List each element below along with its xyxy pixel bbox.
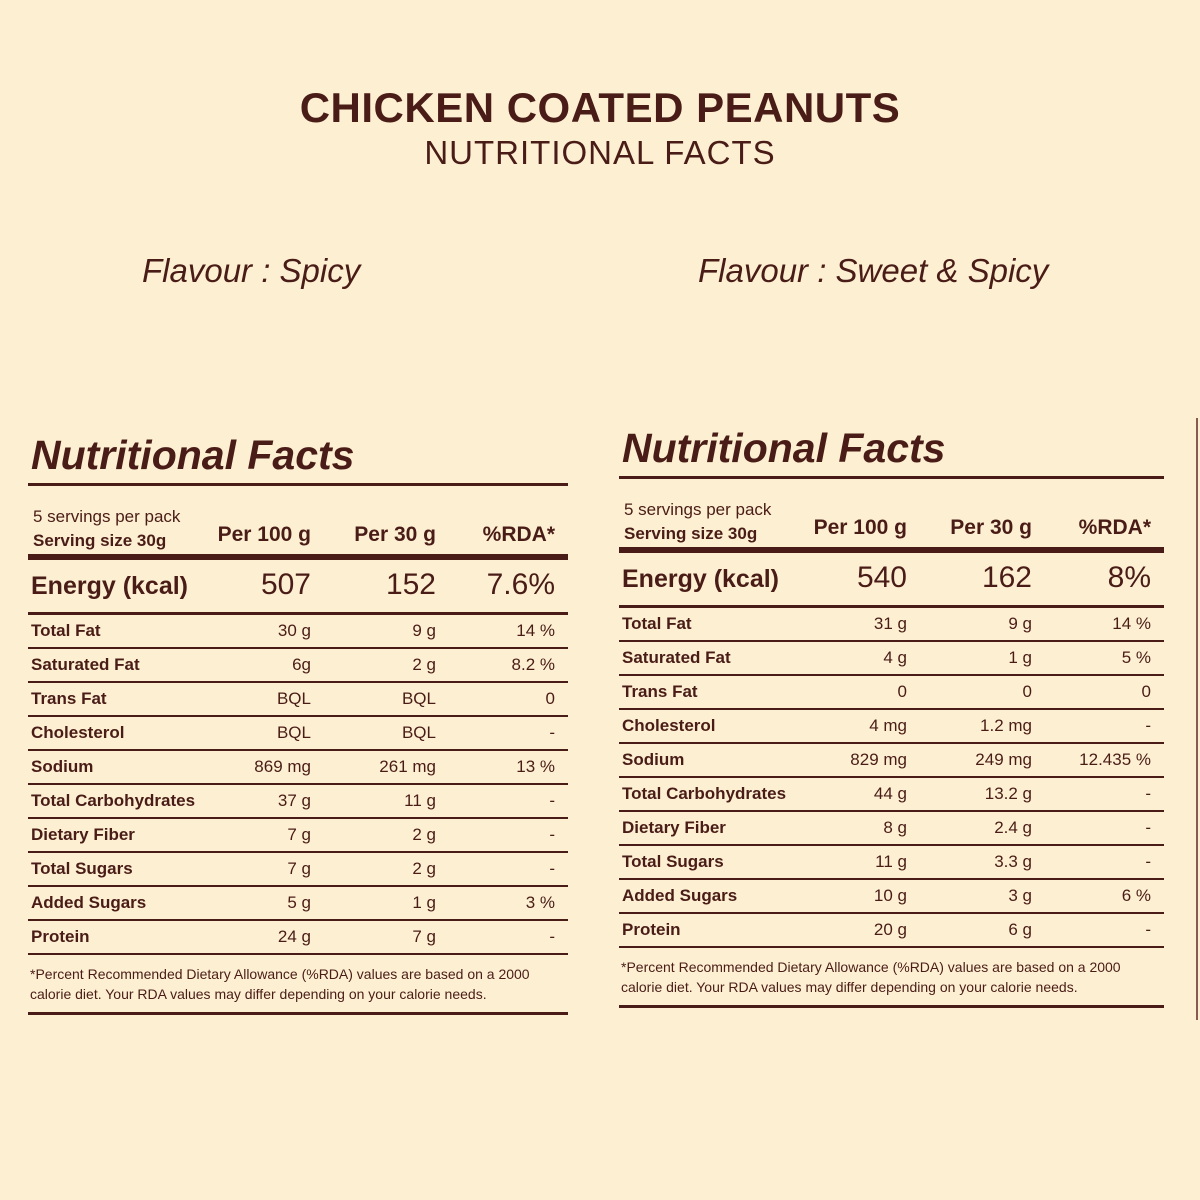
value-per-30g: 9 g bbox=[1008, 614, 1032, 633]
nutrient-label: Saturated Fat bbox=[31, 655, 140, 674]
table-row bbox=[619, 812, 1164, 846]
edge-divider bbox=[1196, 418, 1198, 1020]
table-row bbox=[28, 615, 568, 649]
value-per-30g: 2 g bbox=[412, 655, 436, 674]
table-header bbox=[619, 479, 1164, 553]
value-per-30g: 0 bbox=[1022, 682, 1032, 701]
value-per-30g: BQL bbox=[401, 723, 436, 742]
table-row bbox=[619, 914, 1164, 948]
value-per-100g: 31 g bbox=[873, 614, 907, 633]
servings-per-pack: 5 servings per pack bbox=[624, 500, 772, 519]
value-per-100g: 5 g bbox=[287, 893, 311, 912]
nutrient-label: Sodium bbox=[31, 757, 94, 776]
value-per-30g: 1.2 mg bbox=[980, 716, 1032, 735]
column-header-rda: %RDA* bbox=[1078, 516, 1151, 539]
energy-rda: 7.6% bbox=[486, 568, 555, 601]
nutrient-label: Trans Fat bbox=[31, 689, 107, 708]
footnote-line-1: *Percent Recommended Dietary Allowance (%RDA) values are based on a 2000 bbox=[30, 966, 530, 982]
value-per-100g: 6g bbox=[292, 655, 311, 674]
value-per-30g: 3 g bbox=[1008, 886, 1032, 905]
value-per-100g: 7 g bbox=[287, 859, 311, 878]
value-per-100g: BQL bbox=[276, 723, 311, 742]
table-row bbox=[619, 710, 1164, 744]
value-rda: 6 % bbox=[1121, 886, 1151, 905]
column-header-per-30g: Per 30 g bbox=[354, 523, 436, 546]
value-per-100g: 7 g bbox=[287, 825, 311, 844]
value-per-100g: 44 g bbox=[873, 784, 907, 803]
rda-footnote bbox=[619, 948, 1164, 1008]
table-row bbox=[28, 649, 568, 683]
value-per-30g: 9 g bbox=[412, 621, 436, 640]
value-per-30g: 3.3 g bbox=[994, 852, 1032, 871]
value-per-30g: 2 g bbox=[412, 859, 436, 878]
footnote-line-2: calorie diet. Your RDA values may differ depending on your calorie needs. bbox=[30, 986, 487, 1002]
value-rda: - bbox=[549, 723, 555, 742]
nutrition-heading: Nutritional Facts bbox=[619, 421, 1164, 479]
value-per-30g: 11 g bbox=[404, 791, 436, 810]
nutrient-label: Total Fat bbox=[31, 621, 101, 640]
energy-row bbox=[28, 560, 568, 615]
nutrient-label: Total Carbohydrates bbox=[622, 784, 787, 803]
table-row bbox=[28, 751, 568, 785]
energy-rda: 8% bbox=[1107, 561, 1151, 594]
value-rda: 3 % bbox=[525, 893, 555, 912]
column-header-per-100g: Per 100 g bbox=[813, 516, 907, 539]
value-per-30g: 6 g bbox=[1008, 920, 1032, 939]
value-rda: 14 % bbox=[516, 621, 555, 640]
table-row bbox=[28, 887, 568, 921]
serving-size: Serving size 30g bbox=[624, 524, 758, 543]
table-row bbox=[619, 846, 1164, 880]
page-title: CHICKEN COATED PEANUTS bbox=[299, 84, 901, 131]
value-per-100g: 8 g bbox=[883, 818, 907, 837]
column-header-per-30g: Per 30 g bbox=[950, 516, 1032, 539]
servings-per-pack: 5 servings per pack bbox=[33, 507, 181, 526]
table-row bbox=[619, 608, 1164, 642]
nutrient-label: Cholesterol bbox=[622, 716, 716, 735]
nutrient-label: Added Sugars bbox=[622, 886, 738, 905]
value-rda: - bbox=[549, 859, 555, 878]
value-per-100g: BQL bbox=[276, 689, 311, 708]
footnote-line-1: *Percent Recommended Dietary Allowance (%RDA) values are based on a 2000 bbox=[621, 959, 1121, 975]
nutrient-label: Trans Fat bbox=[622, 682, 698, 701]
value-per-30g: 1 g bbox=[1008, 648, 1032, 667]
value-rda: - bbox=[549, 791, 555, 810]
value-per-30g: 261 mg bbox=[379, 757, 436, 776]
value-rda: - bbox=[1145, 716, 1151, 735]
value-per-100g: 30 g bbox=[277, 621, 311, 640]
value-per-100g: 0 bbox=[897, 682, 907, 701]
value-rda: 5 % bbox=[1121, 648, 1151, 667]
value-per-100g: 37 g bbox=[277, 791, 311, 810]
value-per-30g: 13.2 g bbox=[984, 784, 1032, 803]
value-per-100g: 4 g bbox=[883, 648, 907, 667]
nutrient-label: Saturated Fat bbox=[622, 648, 731, 667]
page-subtitle: NUTRITIONAL FACTS bbox=[424, 134, 776, 171]
nutrition-panel-spicy bbox=[28, 428, 568, 1015]
energy-label: Energy (kcal) bbox=[622, 565, 780, 593]
energy-per-100g: 540 bbox=[856, 561, 907, 594]
value-per-30g: 2.4 g bbox=[994, 818, 1032, 837]
energy-per-100g: 507 bbox=[260, 568, 311, 601]
value-per-100g: 20 g bbox=[873, 920, 907, 939]
nutrient-label: Total Carbohydrates bbox=[31, 791, 196, 810]
table-header bbox=[28, 486, 568, 560]
nutrient-label: Protein bbox=[31, 927, 90, 946]
table-row bbox=[619, 880, 1164, 914]
nutrient-label: Sodium bbox=[622, 750, 685, 769]
value-rda: 12.435 % bbox=[1079, 750, 1151, 769]
nutrient-label: Added Sugars bbox=[31, 893, 147, 912]
energy-label: Energy (kcal) bbox=[31, 572, 189, 600]
table-row bbox=[619, 778, 1164, 812]
column-header-rda: %RDA* bbox=[482, 523, 555, 546]
value-per-30g: 249 mg bbox=[975, 750, 1032, 769]
flavour-label-sweet-spicy: Flavour : Sweet & Spicy bbox=[698, 252, 1049, 289]
value-rda: - bbox=[549, 825, 555, 844]
nutrient-label: Total Sugars bbox=[31, 859, 133, 878]
value-per-30g: BQL bbox=[401, 689, 436, 708]
table-row bbox=[619, 676, 1164, 710]
column-header-per-100g: Per 100 g bbox=[217, 523, 311, 546]
energy-per-30g: 162 bbox=[981, 561, 1032, 594]
nutrition-panel-sweet-spicy bbox=[619, 421, 1164, 1008]
value-rda: 13 % bbox=[516, 757, 555, 776]
value-rda: 14 % bbox=[1112, 614, 1151, 633]
table-row bbox=[28, 683, 568, 717]
value-rda: - bbox=[549, 927, 555, 946]
value-rda: 0 bbox=[545, 689, 555, 708]
nutrient-label: Cholesterol bbox=[31, 723, 125, 742]
table-row bbox=[28, 785, 568, 819]
value-per-100g: 869 mg bbox=[254, 757, 311, 776]
table-row bbox=[619, 642, 1164, 676]
energy-row bbox=[619, 553, 1164, 608]
energy-per-30g: 152 bbox=[385, 568, 436, 601]
nutrient-label: Protein bbox=[622, 920, 681, 939]
table-row bbox=[28, 819, 568, 853]
rda-footnote bbox=[28, 955, 568, 1015]
value-rda: - bbox=[1145, 818, 1151, 837]
value-per-100g: 4 mg bbox=[869, 716, 907, 735]
value-rda: - bbox=[1145, 784, 1151, 803]
value-per-100g: 10 g bbox=[873, 886, 907, 905]
value-per-30g: 7 g bbox=[412, 927, 436, 946]
value-per-30g: 1 g bbox=[412, 893, 436, 912]
value-rda: - bbox=[1145, 920, 1151, 939]
table-row bbox=[28, 921, 568, 955]
value-rda: - bbox=[1145, 852, 1151, 871]
value-rda: 0 bbox=[1141, 682, 1151, 701]
nutrient-label: Dietary Fiber bbox=[31, 825, 135, 844]
value-per-100g: 11 g bbox=[875, 852, 907, 871]
table-row bbox=[28, 853, 568, 887]
value-per-30g: 2 g bbox=[412, 825, 436, 844]
value-per-100g: 24 g bbox=[277, 927, 311, 946]
nutrient-label: Total Sugars bbox=[622, 852, 724, 871]
table-row bbox=[619, 744, 1164, 778]
value-per-100g: 829 mg bbox=[850, 750, 907, 769]
nutrition-heading: Nutritional Facts bbox=[28, 428, 568, 486]
nutrient-label: Total Fat bbox=[622, 614, 692, 633]
value-rda: 8.2 % bbox=[511, 655, 555, 674]
table-row bbox=[28, 717, 568, 751]
flavour-label-spicy: Flavour : Spicy bbox=[142, 252, 361, 289]
serving-size: Serving size 30g bbox=[33, 531, 167, 550]
nutrient-label: Dietary Fiber bbox=[622, 818, 726, 837]
footnote-line-2: calorie diet. Your RDA values may differ depending on your calorie needs. bbox=[621, 979, 1078, 995]
